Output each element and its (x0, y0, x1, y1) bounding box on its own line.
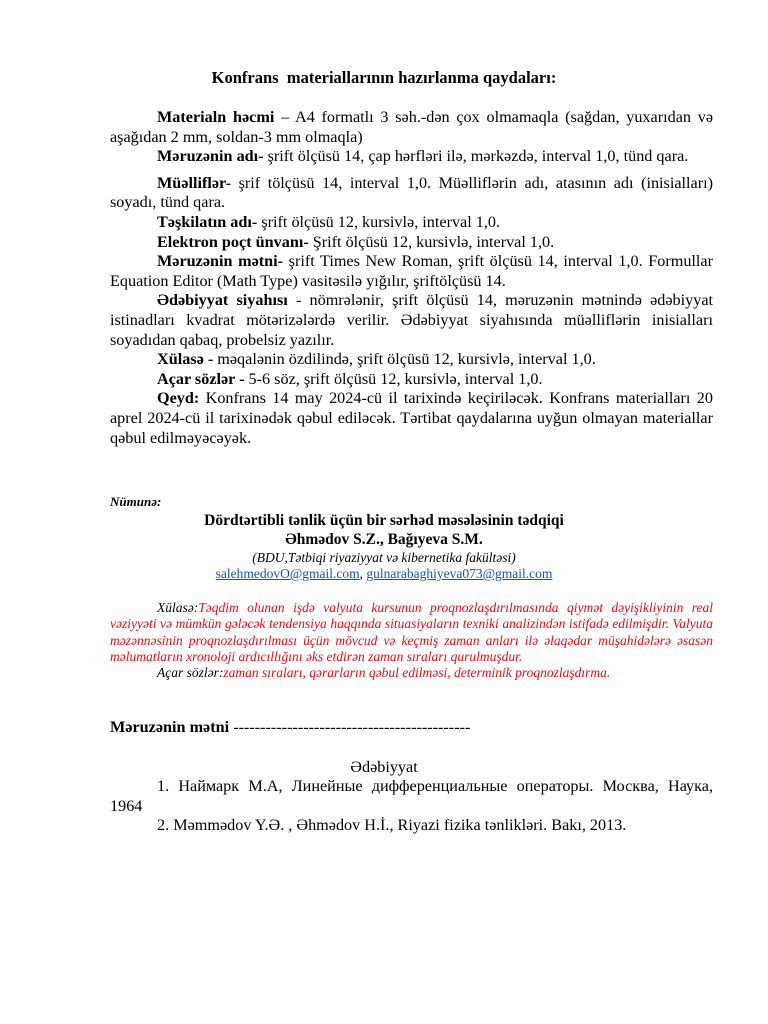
rule-title (110, 147, 713, 167)
reference-item: 2. Məmmədov Y.Ə. , Əhmədov H.İ., Riyazi fizika tənlikləri. Bakı, 2013. (157, 816, 627, 835)
page-title: Konfrans materiallarının hazırlanma qaydaları: (211, 68, 557, 87)
reference-item: 1. Наймарк М.А, Линейные дифференциальные операторы. Москва, Наука, 1964 (110, 777, 713, 815)
rule-organization (110, 213, 713, 233)
rule-label: Elektron poçt ünvanı- (157, 232, 309, 251)
keywords-paragraph (110, 665, 713, 681)
rule-main-text (110, 252, 713, 291)
rule-label: Məruzənin adı- (157, 147, 264, 166)
rule-text: şrif tölçüsü 14, interval 1,0. Müəlliflərin adı, atasının adı (inisialları) soyadı, tünd qara. (110, 173, 713, 212)
references-heading: Ədəbiyyat (350, 758, 418, 776)
abstract-text: Təqdim olunan işdə valyuta kursunun proqnozlaşdırılmasında qiymət dəyişikliyinin real vəziyyəti və mümkün gələcək tendensiya haqqında situasiyaların texniki analizindən istifadə edilmişdir. Valyuta məzənnəsinin proqnozlaşdırılması üçün mövcud və keçmiş zaman anları ilə əlaqədar müşahidələrə əsasən məlumatların xronoloji ardıcıllığını əks etdirən zaman sıraları qurulmuşdur. (110, 600, 713, 664)
rule-text: şrift ölçüsü 14, çap hərfləri ilə, mərkəzdə, interval 1,0, tünd qara. (263, 147, 689, 166)
email-link[interactable]: gulnarabaghiyeva073@gmail.com (366, 566, 553, 581)
keywords-label: Açar sözlər: (157, 665, 224, 681)
rule-authors (110, 174, 713, 213)
rules-section (110, 108, 713, 448)
sample-affiliation: (BDU,Tətbiqi riyaziyyat və kibernetika fakültəsi) (252, 550, 516, 565)
references-list (110, 777, 713, 836)
rule-abstract (110, 350, 713, 370)
rule-references (110, 291, 713, 350)
rule-email (110, 233, 713, 253)
email-separator: , (359, 566, 367, 581)
rule-text: məqalənin özdilində, şrift ölçüsü 12, kursivlə, interval 1,0. (213, 350, 596, 369)
rule-text: 5-6 söz, şrift ölçüsü 12, kursivlə, interval 1,0. (244, 369, 543, 388)
rule-volume (110, 108, 713, 147)
abstract-label: Xülasə: (157, 600, 199, 615)
sample-label: Nümunə: (110, 494, 162, 509)
keywords-text: zaman sıraları, qərarların qəbul edilməsi, determinik proqnozlaşdırma. (223, 665, 611, 681)
rule-label: Açar sözlər - (157, 369, 245, 388)
rule-text: Konfrans 14 may 2024-cü il tarixində keçiriləcək. Konfrans materialları 20 aprel 2024-cü il tarixinədək qəbul ediləcək. Tərtibat qaydalarına uyğun olmayan materiallar qəbul edilməyəcəyək. (110, 389, 713, 447)
rule-text: - nömrələnir, şrift ölçüsü 14, məruzənin mətnində ədəbiyyat istinadları kvadrat mötərizələrdə verilir. Ədəbiyyat siyahısında müəlliflərin inisialları soyadıdan qabaq, probelsiz yazılır. (110, 291, 713, 349)
email-link[interactable]: salehmedovO@gmail.com (215, 566, 360, 581)
rule-label: Materialn həcmi (157, 108, 275, 126)
rule-text: şrift ölçüsü 12, kursivlə, interval 1,0. (257, 212, 501, 231)
rule-note (110, 389, 713, 448)
sample-emails (0, 566, 768, 582)
rule-label: Təşkilatın adı- (157, 212, 258, 231)
rule-label: Qeyd: (157, 389, 200, 408)
rule-label: Məruzənin mətni- (157, 252, 284, 271)
sample-authors: Əhmədov S.Z., Bağıyeva S.M. (285, 531, 483, 548)
rule-label: Xülasə - (157, 350, 214, 369)
rule-label: Ədəbiyyat siyahısı (157, 291, 288, 310)
rule-text: Şrift ölçüsü 12, kursivlə, interval 1,0. (308, 232, 555, 251)
rule-keywords (110, 370, 713, 390)
rule-text: şrift Times New Roman, şrift ölçüsü 14, interval 1,0. Formullar Equation Editor (Math Type) vasitəsilə yığılır, şriftölçüsü 14. (110, 252, 713, 290)
abstract-paragraph (110, 600, 713, 665)
rule-label: Müəlliflər- (157, 173, 232, 192)
sample-abstract (110, 600, 713, 681)
main-text-label: Məruzənin mətni (110, 718, 230, 736)
main-text-dashes: -------------------------------------------- (229, 718, 471, 736)
sample-header (0, 511, 768, 549)
sample-paper-title: Dördtərtibli tənlik üçün bir sərhəd məsələsinin tədqiqi (204, 512, 564, 529)
main-text-line (110, 718, 470, 737)
rule-text: – A4 formatlı 3 səh.-dən çox olmamaqla (sağdan, yuxarıdan və aşağıdan 2 mm, soldan-3 mm olmaqla) (110, 108, 714, 146)
